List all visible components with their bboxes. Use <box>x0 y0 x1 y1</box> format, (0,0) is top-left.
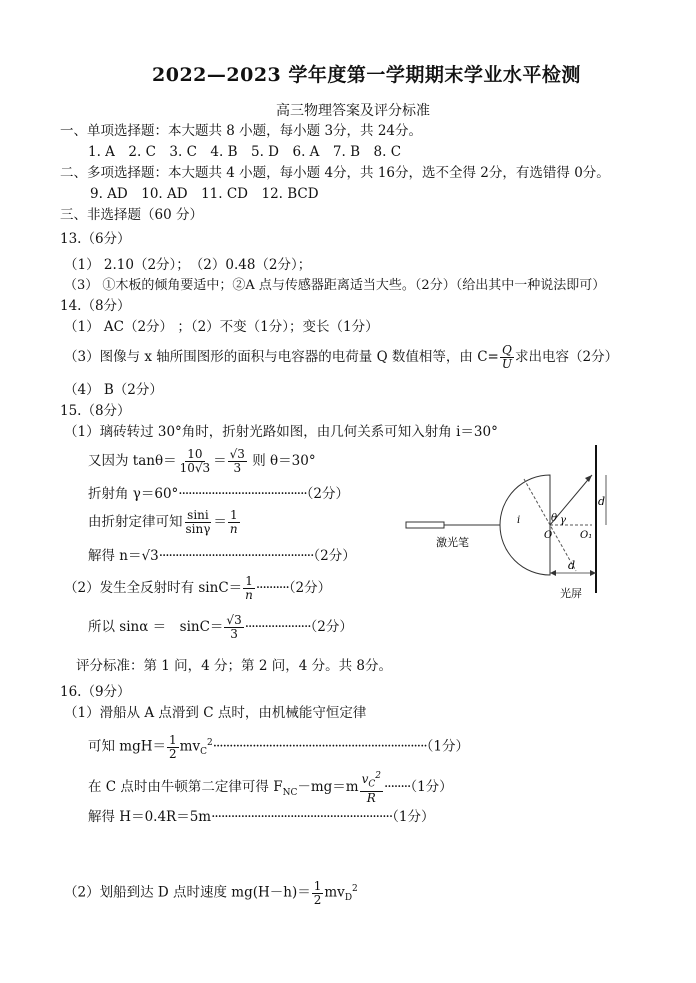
q14-line3 <box>64 342 618 372</box>
label-screen: 光屏 <box>560 587 582 600</box>
q16-line5: （2）划船到达 D 点时速度 mg(H－h)＝ $\frac{1}{2}$ $mv_D^2$ <box>64 878 358 907</box>
q16-heading: 16.（9分） <box>60 684 131 700</box>
label-theta: θ <box>551 513 558 524</box>
q14-line3-text-b: 求出电容（2分） <box>515 349 619 365</box>
fraction-one-over-n: $\frac{1}{n}$ <box>229 508 238 536</box>
fraction-one-half-2: $\frac{1}{2}$ <box>313 878 322 907</box>
q16-line3: 在 C 点时由牛顿第二定律可得 $F_{NC}-mg=m$ $\frac{v_C^2}{R}$ ········（1分） <box>88 771 453 806</box>
section2-answers: 9. AD 10. AD 11. CD 12. BCD <box>90 186 319 202</box>
q15-line3: 折射角 γ＝60°·······································（2分） <box>88 486 349 502</box>
q16-line4: 解得 H＝0.4R＝5m·······················································（1分） <box>88 809 435 825</box>
label-o: O <box>544 530 553 541</box>
q15-line7: 所以 sinα ＝ sinC＝ $\frac{√3}{3}$ ····················（2分） <box>88 613 353 641</box>
label-d-vertical: d <box>598 495 606 508</box>
semicircle-glass-icon <box>500 475 553 575</box>
fraction-sqrt3-over-3: $\frac{√3}{3}$ <box>229 447 245 475</box>
page-title: 2022—2023 学年度第一学期期末学业水平检测 <box>152 64 581 86</box>
q14-line1: （1） AC（2分） ；（2）不变（1分）；变长（1分） <box>64 319 379 335</box>
section1-answers: 1. A 2. C 3. C 4. B 5. D 6. A 7. B 8. C <box>88 144 402 160</box>
label-o1: O₁ <box>580 530 593 541</box>
q15-line5: 解得 n＝√3···············································（2分） <box>88 548 356 564</box>
refraction-diagram <box>400 445 630 615</box>
section2-heading: 二、多项选择题：本大题共 4 小题，每小题 4分，共 16分，选不全得 2分，有选错得 0分。 <box>60 165 610 181</box>
q15-heading: 15.（8分） <box>60 403 131 419</box>
fraction-sin-ratio: $\frac{\sin i}{\sin\gamma}$ <box>185 508 211 536</box>
section1-heading: 一、单项选择题：本大题共 8 小题，每小题 3分，共 24分。 <box>60 123 423 139</box>
label-d-horizontal: d <box>568 559 576 572</box>
q13-line2: （3） ①木板的倾角要适中；②A 点与传感器距离适当大些。（2分）（给出其中一种说法即可） <box>64 278 606 293</box>
q15-line4: 由折射定律可知 $\frac{\sin i}{\sin\gamma}$ ＝ $\frac{1}{n}$ <box>88 508 238 536</box>
fraction-v-squared-over-r: $\frac{v_C^2}{R}$ <box>361 771 381 806</box>
q15-line2: 又因为 tanθ＝ $\frac{10}{10√3}$ ＝ $\frac{√3}{3}$ 则 θ＝30° <box>88 447 316 475</box>
laser-pointer-icon <box>406 522 444 528</box>
q14-line4: （4） B（2分） <box>64 382 163 398</box>
label-i: i <box>517 515 521 526</box>
label-gamma: γ <box>560 515 566 526</box>
q14-line3-text-a: （3）图像与 x 轴所围图形的面积与电容器的电荷量 Q 数值相等，由 C= <box>64 349 499 365</box>
fraction-sqrt3-over-3-2: $\frac{√3}{3}$ <box>226 613 242 641</box>
fraction-tan: $\frac{10}{10√3}$ <box>179 447 211 475</box>
q14-heading: 14.（8分） <box>60 298 131 314</box>
page-subtitle: 高三物理答案及评分标准 <box>276 103 430 119</box>
fraction-one-half: $\frac{1}{2}$ <box>169 732 177 761</box>
q16-line1: （1）滑船从 A 点滑到 C 点时，由机械能守恒定律 <box>64 705 367 721</box>
label-laser: 激光笔 <box>436 536 469 549</box>
q13-heading: 13.（6分） <box>60 231 131 247</box>
fraction-q-over-u: $\frac{Q}{U}$ <box>501 343 512 371</box>
q16-line2: 可知 mgH＝ $\frac{1}{2}$ $mv_C^2\cdot\cdot\cdot\cdot\cdot\cdot\cdot\cdot\cdot\cdot\cdot\cdot\cdot\cdot\cdot\cdot\cdot\cdot\cdot\cdot\cdot\cdot\cdot\cdot\cdot\cdot\cdot\cdot\cdot\cdot\cdot\cdot\cdot\cdot\cdot\cdot\cdot\cdot\cdot\cdot\cdot\cdot\cdot\cdot\cdot\cdot\cdot\cdot\cdot\cdot\cdot\cdot\cdot\cdot\cdot\cdot\cdot\cdot\cdot\cdot\cdot\cdot\cdot\cdot\cdot(1$分） <box>88 732 469 761</box>
section3-heading: 三、非选择题（60 分） <box>60 207 203 223</box>
q15-line1: （1）璃砖转过 30°角时，折射光路如图，由几何关系可知入射角 i＝30° <box>64 424 498 440</box>
q15-score-note: 评分标准：第 1 问，4 分；第 2 问，4 分。共 8分。 <box>76 658 392 674</box>
fraction-one-over-n-2: $\frac{1}{n}$ <box>245 574 253 602</box>
q13-line1: （1） 2.10（2分）； （2）0.48（2分）； <box>64 257 312 273</box>
q15-line6: （2）发生全反射时有 sinC＝ $\frac{1}{n}$ ··········（2分） <box>64 574 332 602</box>
